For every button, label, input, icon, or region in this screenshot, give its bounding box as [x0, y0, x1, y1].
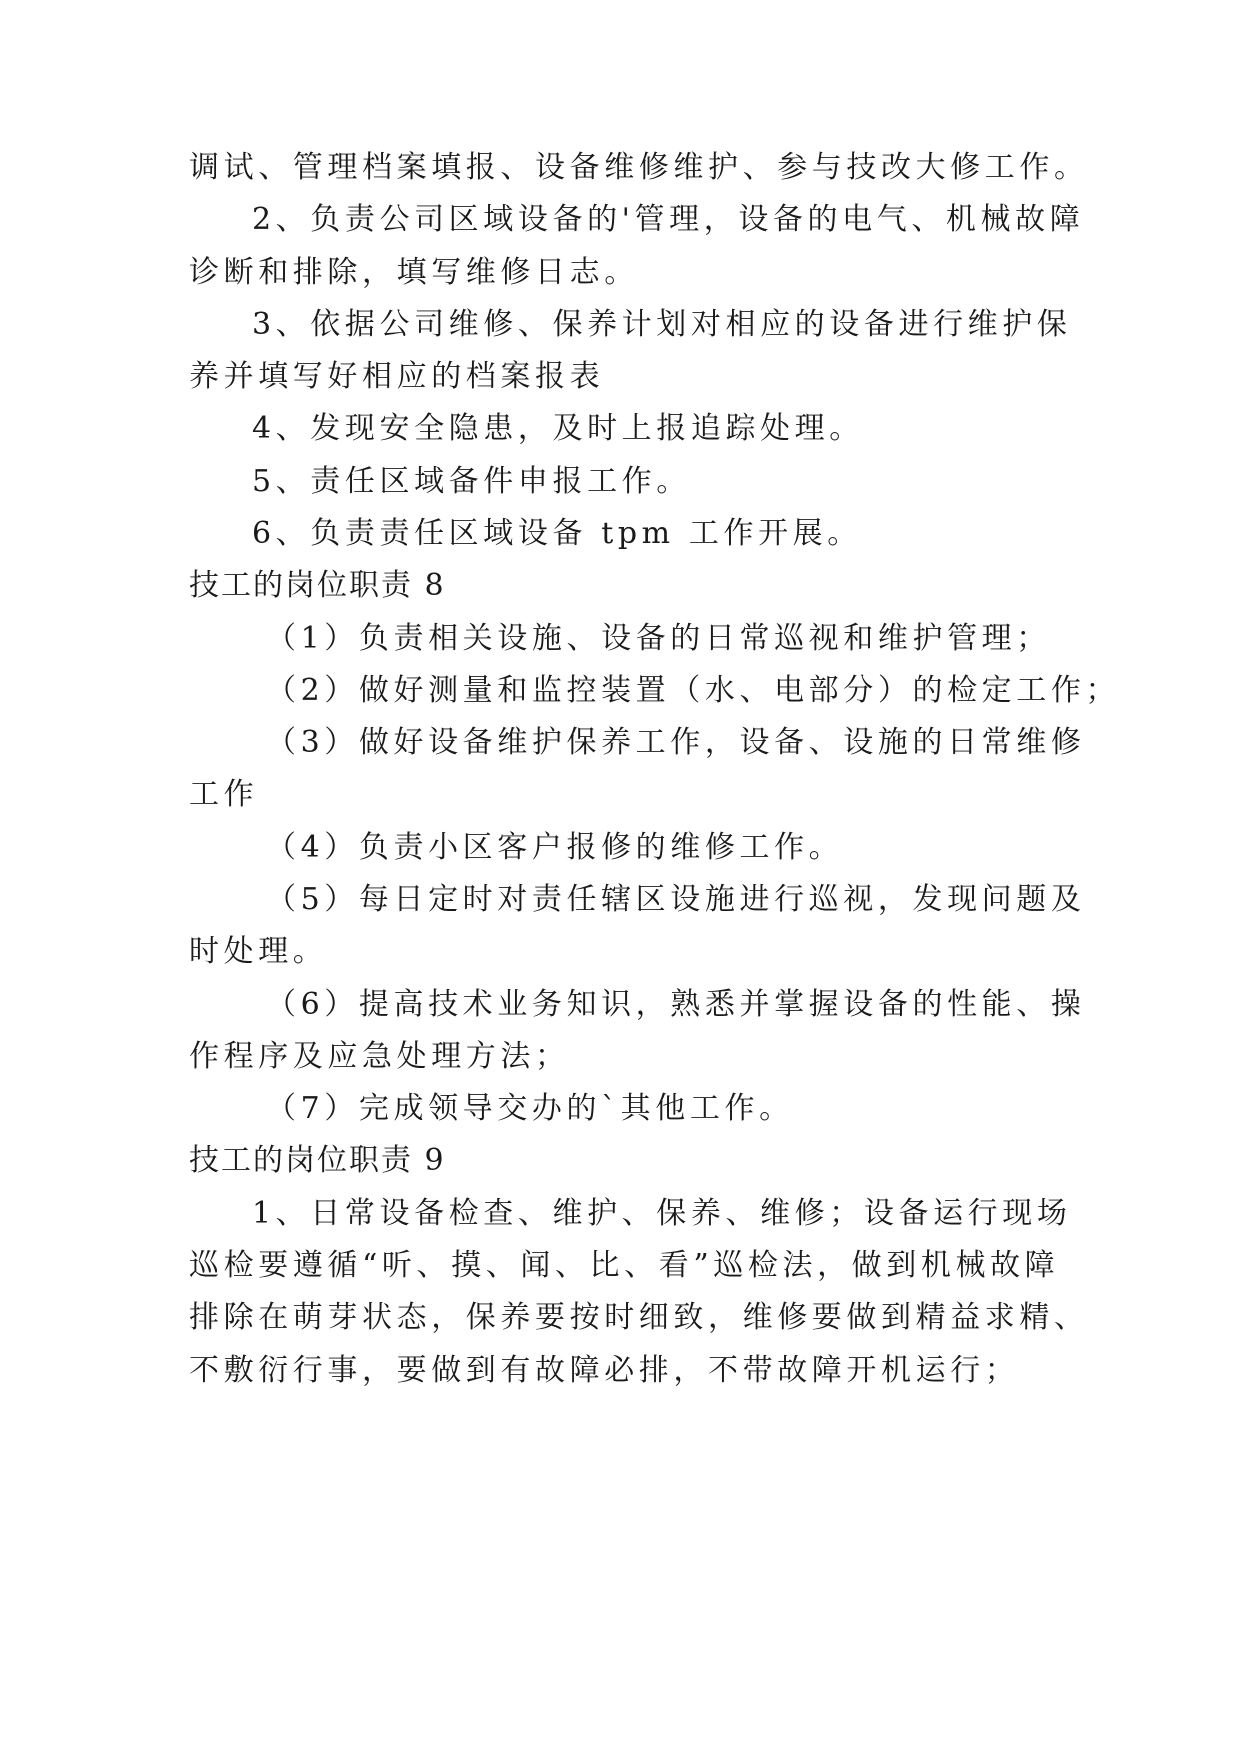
- paragraph-line: 3、依据公司维修、保养计划对相应的设备进行维护保: [252, 307, 1072, 342]
- paragraph-line: （2）做好测量和监控装置（水、电部分）的检定工作；: [266, 673, 1121, 708]
- paragraph-line: 2、负责公司区域设备的'管理，设备的电气、机械故障: [252, 202, 1085, 237]
- paragraph-line: 养并填写好相应的档案报表: [189, 359, 605, 394]
- paragraph-line: （6）提高技术业务知识，熟悉并掌握设备的性能、操: [266, 987, 1086, 1022]
- paragraph-line: 不敷衍行事，要做到有故障必排，不带故障开机运行；: [189, 1353, 1020, 1388]
- paragraph-line: 1、日常设备检查、维护、保养、维修；设备运行现场: [252, 1196, 1072, 1231]
- paragraph-line: 巡检要遵循“听、摸、闻、比、看”巡检法，做到机械故障: [189, 1248, 1060, 1283]
- paragraph-line: 作程序及应急处理方法；: [189, 1039, 570, 1074]
- paragraph-line: （1）负责相关设施、设备的日常巡视和维护管理；: [266, 621, 1051, 656]
- paragraph-line: 时处理。: [189, 934, 328, 969]
- paragraph-line: 工作: [189, 777, 259, 812]
- section-heading: 技工的岗位职责 8: [189, 568, 446, 603]
- paragraph-line: 排除在萌芽状态，保养要按时细致，维修要做到精益求精、: [189, 1300, 1089, 1335]
- paragraph-line: 调试、管理档案填报、设备维修维护、参与技改大修工作。: [189, 150, 1089, 185]
- section-heading: 技工的岗位职责 9: [189, 1143, 446, 1178]
- paragraph-line: （7）完成领导交办的`其他工作。: [266, 1091, 794, 1126]
- paragraph-line: 5、责任区域备件申报工作。: [252, 464, 691, 499]
- paragraph-line: 6、负责责任区域设备 tpm 工作开展。: [252, 516, 862, 551]
- paragraph-line: （4）负责小区客户报修的维修工作。: [266, 830, 844, 865]
- paragraph-line: 诊断和排除，填写维修日志。: [189, 255, 639, 290]
- paragraph-line: （5）每日定时对责任辖区设施进行巡视，发现问题及: [266, 882, 1086, 917]
- paragraph-line: 4、发现安全隐患，及时上报追踪处理。: [252, 411, 864, 446]
- paragraph-line: （3）做好设备维护保养工作，设备、设施的日常维修: [266, 725, 1086, 760]
